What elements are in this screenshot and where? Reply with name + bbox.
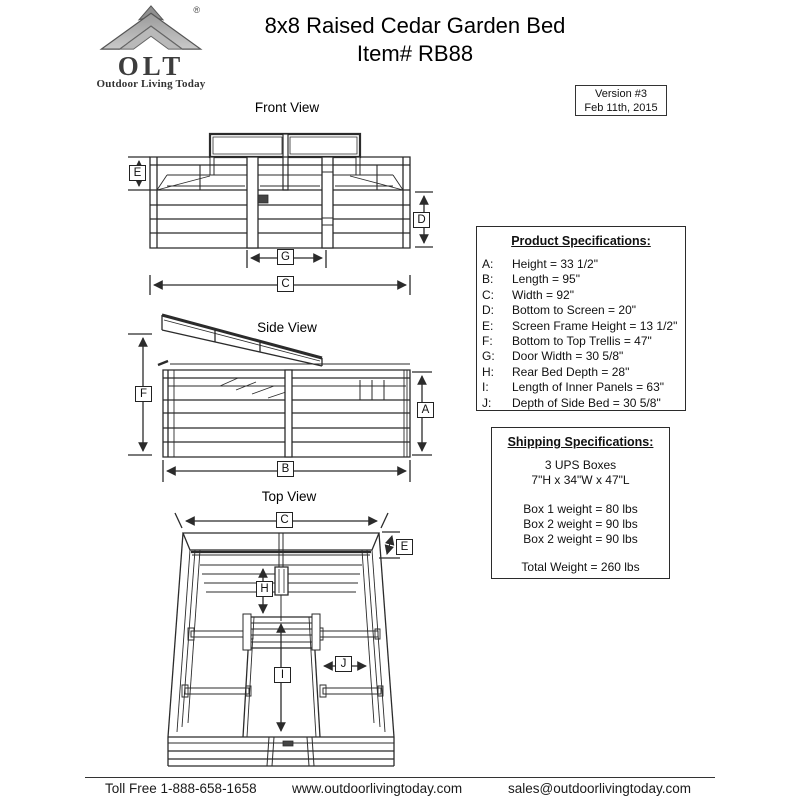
dim-label-side-B: B — [277, 461, 294, 477]
spec-row: A: Height = 33 1/2" — [482, 257, 598, 271]
footer-phone: Toll Free 1-888-658-1658 — [105, 781, 257, 796]
dim-label-top-E: E — [396, 539, 413, 555]
dim-label-front-C: C — [277, 276, 294, 292]
spec-row: G: Door Width = 30 5/8" — [482, 349, 624, 364]
spec-row: C: Width = 92" — [482, 287, 574, 302]
product-specs-title: Product Specifications: — [511, 234, 651, 248]
spec-row: E: Screen Frame Height = 13 1/2" — [482, 318, 678, 333]
version-box — [575, 85, 667, 116]
dim-label-top-H: H — [256, 581, 273, 597]
shipping-weight-line: Box 2 weight = 90 lbs — [523, 517, 638, 531]
page-title-line2: Item# RB88 — [356, 41, 474, 66]
version-number: Version #3 — [595, 88, 647, 100]
footer-website: www.outdoorlivingtoday.com — [292, 781, 463, 796]
shipping-boxes-count: 3 UPS Boxes — [544, 458, 617, 472]
logo-brand-text: OLT — [117, 51, 185, 81]
olt-logo — [86, 5, 216, 90]
page-title — [215, 12, 615, 68]
spec-row: H: Rear Bed Depth = 28" — [482, 364, 630, 379]
registered-icon: ® — [193, 5, 200, 15]
footer-email: sales@outdoorlivingtoday.com — [508, 781, 692, 796]
product-specs-rows — [477, 257, 685, 411]
dim-label-top-J: J — [335, 656, 352, 672]
spec-row: J: Depth of Side Bed = 30 5/8" — [482, 395, 661, 410]
spec-row: I: Length of Inner Panels = 63" — [482, 380, 665, 395]
roof-icon — [95, 5, 207, 51]
dim-label-side-A: A — [417, 402, 434, 418]
dim-label-side-F: F — [135, 386, 152, 402]
spec-row: B: Length = 95" — [482, 272, 580, 287]
front-view-title: Front View — [254, 100, 320, 115]
dim-label-front-G: G — [277, 249, 294, 265]
spec-row: D: Bottom to Screen = 20" — [482, 303, 636, 318]
dim-label-top-I: I — [274, 667, 291, 683]
logo-tagline: Outdoor Living Today — [96, 78, 206, 90]
version-date: Feb 11th, 2015 — [584, 102, 658, 114]
footer-divider — [85, 777, 715, 778]
top-view-drawing — [155, 505, 437, 777]
product-specs-box — [476, 226, 686, 411]
top-view-title: Top View — [261, 489, 317, 504]
dim-label-front-E: E — [129, 165, 146, 181]
shipping-box-size: 7"H x 34"W x 47"L — [531, 473, 630, 487]
shipping-specs-title: Shipping Specifications: — [507, 435, 654, 449]
shipping-total-weight: Total Weight = 260 lbs — [521, 560, 640, 574]
dim-label-top-C: C — [276, 512, 293, 528]
dim-label-front-D: D — [413, 212, 430, 228]
shipping-weight-line: Box 2 weight = 90 lbs — [523, 532, 638, 546]
shipping-specs-box — [491, 427, 670, 579]
side-view-title: Side View — [257, 320, 317, 335]
page-title-line1: 8x8 Raised Cedar Garden Bed — [264, 13, 566, 38]
shipping-weight-line: Box 1 weight = 80 lbs — [523, 502, 638, 516]
spec-row: F: Bottom to Top Trellis = 47" — [482, 334, 652, 349]
